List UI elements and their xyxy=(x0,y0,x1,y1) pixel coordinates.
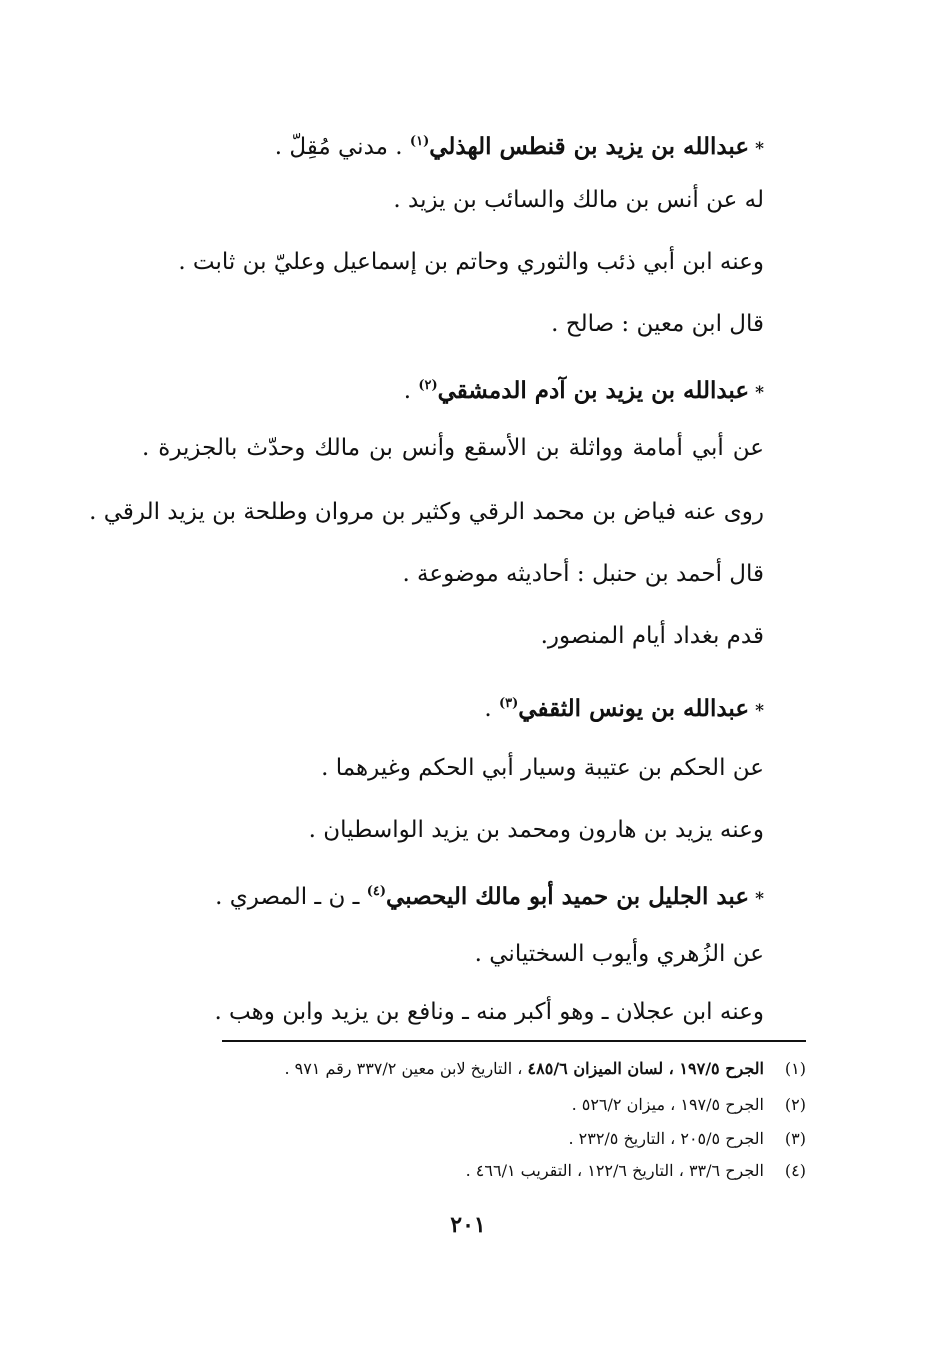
heading-tail: ـ ن ـ المصري . xyxy=(215,884,367,910)
text-line: عن الحكم بن عتيبة وسيار أبي الحكم وغيرهما . xyxy=(321,755,764,781)
footnote-number: (٢) xyxy=(784,1095,806,1114)
bullet-star: * xyxy=(755,701,764,721)
bullet-star: * xyxy=(755,889,764,909)
footnote xyxy=(572,1094,806,1116)
footnote-number: (٤) xyxy=(784,1161,806,1180)
footnote-divider xyxy=(222,1040,806,1042)
narrator-name: عبدالله بن يزيد بن آدم الدمشقي xyxy=(437,377,750,404)
footnote-ref: (١) xyxy=(409,134,430,149)
footnote-ref-bold: الجرح ١٩٧/٥ ، لسان الميزان ٤٨٥/٦ xyxy=(527,1059,764,1078)
bullet-star: * xyxy=(755,139,764,159)
narrator-name: عبدالله بن يونس الثقفي xyxy=(518,695,750,722)
text-line: قدم بغداد أيام المنصور. xyxy=(540,623,764,649)
text-line: وعنه يزيد بن هارون ومحمد بن يزيد الواسطيان . xyxy=(308,817,764,843)
text-line: وعنه ابن أبي ذئب والثوري وحاتم بن إسماعيل وعليّ بن ثابت . xyxy=(178,249,764,275)
entry-heading xyxy=(484,688,764,727)
text-line: قال ابن معين : صالح . xyxy=(551,311,764,337)
page-number: ٢٠١ xyxy=(450,1212,486,1238)
bullet-star: * xyxy=(755,383,764,403)
entry-heading xyxy=(275,126,764,165)
narrator-name: عبد الجليل بن حميد أبو مالك اليحصبي xyxy=(386,883,750,910)
footnote-number: (١) xyxy=(784,1059,806,1078)
footnote-ref: (٢) xyxy=(418,378,438,393)
footnote xyxy=(284,1058,806,1080)
footnote-text: الجرح ٢٠٥/٥ ، التاريخ ٢٣٢/٥ . xyxy=(568,1129,764,1148)
footnote-ref: (٣) xyxy=(499,696,519,711)
narrator-name: عبدالله بن يزيد بن قنطس الهذلي xyxy=(429,133,750,160)
text-line: له عن أنس بن مالك والسائب بن يزيد . xyxy=(393,187,764,213)
text-line: وعنه ابن عجلان ـ وهو أكبر منه ـ ونافع بن يزيد وابن وهب . xyxy=(214,999,764,1025)
footnote-text: الجرح ١٩٧/٥ ، ميزان ٥٢٦/٢ . xyxy=(571,1095,764,1114)
entry-heading xyxy=(404,370,764,409)
footnote-ref: (٤) xyxy=(366,884,387,899)
footnote xyxy=(466,1160,806,1182)
text-line: روى عنه فياض بن محمد الرقي وكثير بن مروان وطلحة بن يزيد الرقي . xyxy=(89,499,764,525)
text-line: قال أحمد بن حنبل : أحاديثه موضوعة . xyxy=(402,561,764,587)
footnote-number: (٣) xyxy=(784,1129,806,1148)
entry-heading xyxy=(215,876,764,915)
footnote-text: ، التاريخ لابن معين ٣٣٧/٢ رقم ٩٧١ . xyxy=(284,1059,528,1078)
heading-tail: . xyxy=(403,378,419,404)
heading-tail: . xyxy=(484,696,499,722)
heading-tail: . مدني مُقِلّ . xyxy=(274,134,410,160)
text-line: عن أبي أمامة وواثلة بن الأسقع وأنس بن مالك وحدّث بالجزيرة . xyxy=(142,435,764,461)
footnote-text: الجرح ٣٣/٦ ، التاريخ ١٢٢/٦ ، التقريب ٤٦٦/١ . xyxy=(465,1161,764,1180)
text-line: عن الزُهري وأيوب السختياني . xyxy=(474,941,764,967)
footnote xyxy=(568,1128,806,1150)
